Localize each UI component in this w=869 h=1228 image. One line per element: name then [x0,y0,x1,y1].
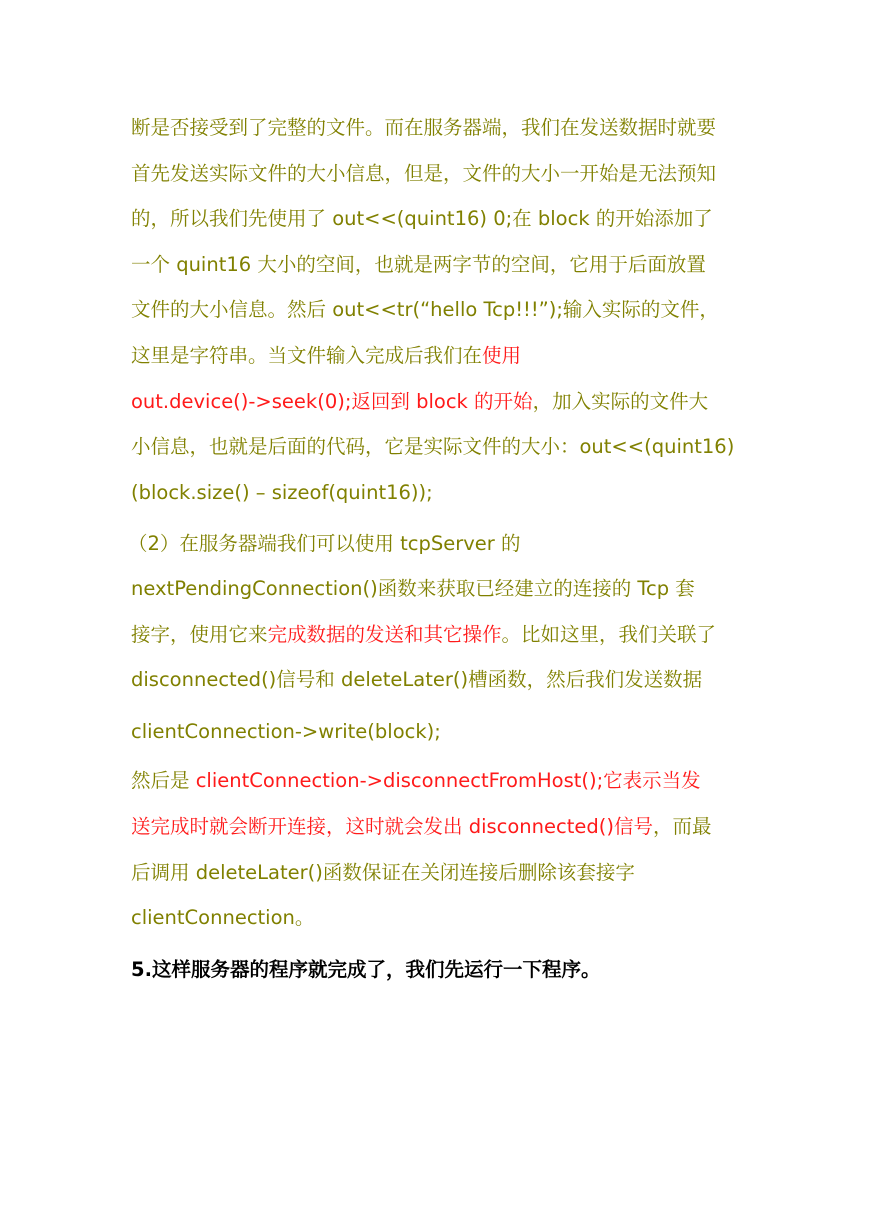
text-line-7 [131,389,708,415]
text-segment: 文件的大小信息。然后 out<<tr(“hello Tcp!!!”);输入实际的文件， [131,298,719,321]
text-line-4 [131,252,706,278]
text-line-15 [131,768,701,794]
text-line-2 [131,161,716,187]
text-line-9 [131,480,433,506]
step-5-heading: 5.这样服务器的程序就完成了，我们先运行一下程序。 [131,958,601,981]
text-line-10 [128,531,521,557]
text-segment: ，加入实际的文件大 [532,390,709,413]
text-segment-highlight: 使用 [482,344,522,367]
text-segment: 断是否接受到了完整的文件。而在服务器端，我们在发送数据时就要 [131,116,717,139]
text-line-5 [131,297,719,323]
text-segment-highlight: 完成数据的发送和其它操作 [267,623,502,646]
text-line-16 [131,814,712,840]
text-line-3 [131,206,713,232]
text-line-13 [131,667,702,693]
text-line-18 [131,905,314,931]
text-segment-highlight: 送完成时就会断开连接，这时就会发出 disconnected()信号 [131,815,653,838]
text-segment: 后调用 deleteLater()函数保证在关闭连接后删除该套接字 [131,861,635,884]
text-line-14 [131,719,441,745]
text-line-8 [131,434,734,460]
text-segment: 小信息，也就是后面的代码，它是实际文件的大小：out<<(quint16) [131,435,735,458]
text-segment: 然后是 [131,769,196,792]
text-segment-highlight: out.device()->seek(0);返回到 block 的开始 [131,390,533,413]
text-segment: 首先发送实际文件的大小信息，但是，文件的大小一开始是无法预知 [131,162,717,185]
text-segment: 一个 quint16 大小的空间，也就是两字节的空间，它用于后面放置 [131,253,706,276]
text-line-6 [131,343,521,369]
text-line-1 [131,115,716,141]
text-segment: ，而最 [652,815,712,838]
text-segment: 。比如这里，我们关联了 [501,623,717,646]
text-segment: clientConnection。 [131,906,315,929]
text-line-12 [131,622,716,648]
text-segment-highlight: clientConnection->disconnectFromHost();它表示当发 [195,769,701,792]
text-segment: 接字，使用它来 [131,623,268,646]
text-segment: disconnected()信号和 deleteLater()槽函数，然后我们发送数据 [131,668,703,691]
text-segment: clientConnection->write(block); [131,720,441,743]
text-segment: （2）在服务器端我们可以使用 tcpServer 的 [128,532,521,555]
text-segment: 的，所以我们先使用了 out<<(quint16) 0;在 block 的开始添加了 [131,207,713,230]
text-segment: nextPendingConnection()函数来获取已经建立的连接的 Tcp 套 [131,577,695,600]
text-line-11 [131,576,695,602]
text-segment: (block.size() – sizeof(quint16)); [131,481,433,504]
text-line-17 [131,860,635,886]
text-segment: 这里是字符串。当文件输入完成后我们在 [131,344,483,367]
